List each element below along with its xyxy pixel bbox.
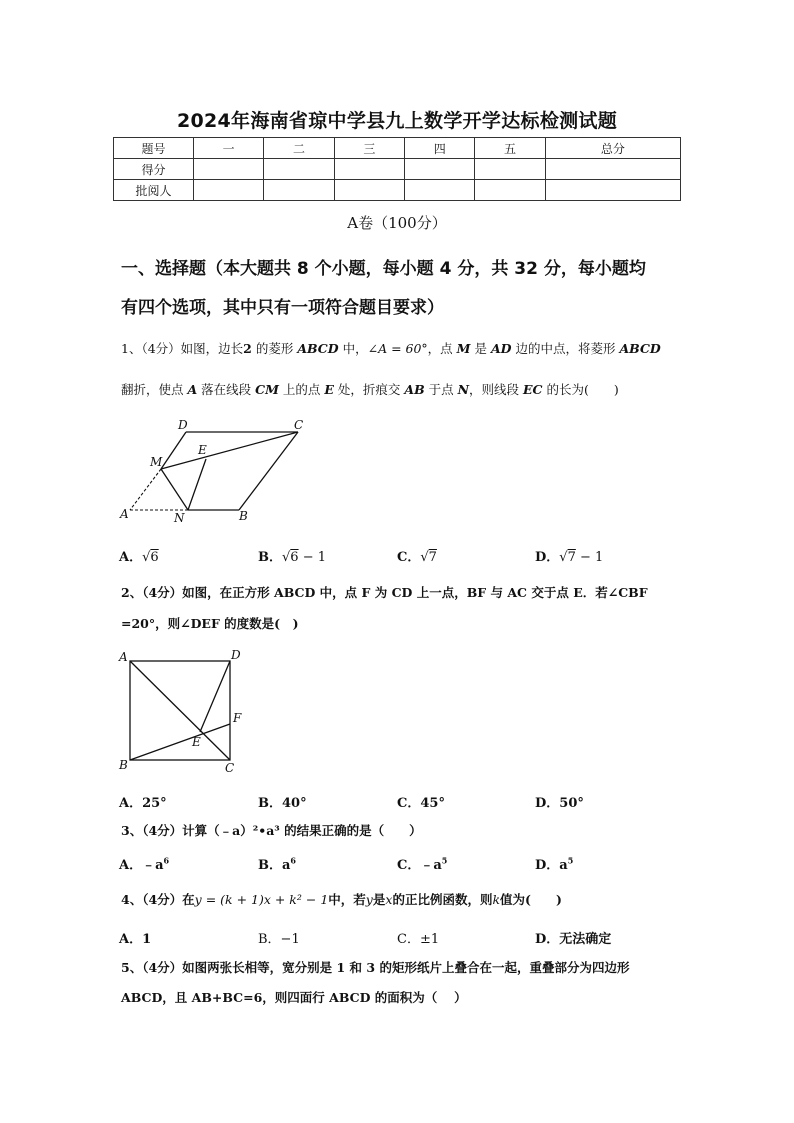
option-b: B．$a^6$ bbox=[258, 855, 296, 873]
segment-mn bbox=[161, 469, 188, 510]
label-d: D bbox=[178, 418, 188, 432]
table-cell bbox=[545, 159, 680, 180]
label-e: E bbox=[198, 443, 207, 457]
question-5-line2: ABCD，且 AB+BC=6，则四面行 ABCD 的面积为（ ） bbox=[121, 990, 467, 1005]
question-2-line1: 2、（4分）如图，在正方形 ABCD 中，点 F 为 CD 上一点，BF 与 AC 交于点 E．若∠CBF bbox=[121, 585, 648, 600]
option-c: C．√7 bbox=[397, 550, 437, 565]
table-cell bbox=[194, 159, 264, 180]
table-cell bbox=[405, 159, 475, 180]
table-cell bbox=[194, 180, 264, 201]
question-4: 4、（4分）在y = (k + 1)x + k² − 1中，若y是x的正比例函数，则k值为( ) bbox=[121, 892, 562, 907]
option-a: A．25° bbox=[119, 796, 167, 811]
section-heading-line2: 有四个选项，其中只有一项符合题目要求） bbox=[121, 298, 444, 318]
table-cell: 四 bbox=[405, 138, 475, 159]
table-cell: 三 bbox=[334, 138, 404, 159]
option-c: C．$﹣a^5$ bbox=[397, 855, 448, 873]
label-a: A bbox=[120, 507, 129, 521]
score-table-header bbox=[114, 138, 681, 159]
diagonal-ac bbox=[130, 661, 230, 760]
table-cell bbox=[475, 180, 545, 201]
rhombus-figure bbox=[110, 410, 320, 530]
label-b: B bbox=[119, 758, 128, 772]
score-table bbox=[113, 137, 681, 201]
table-cell: 总分 bbox=[545, 138, 680, 159]
section-a-heading: A卷（100分） bbox=[347, 214, 447, 232]
label-d: D bbox=[231, 648, 241, 662]
option-a: A．$﹣a^6$ bbox=[119, 855, 170, 873]
table-cell bbox=[264, 159, 334, 180]
label-b: B bbox=[239, 509, 248, 523]
table-cell: 一 bbox=[194, 138, 264, 159]
table-cell bbox=[405, 180, 475, 201]
table-cell bbox=[545, 180, 680, 201]
exam-title: 2024年海南省琼中学县九上数学开学达标检测试题 bbox=[176, 110, 618, 132]
segment-ma bbox=[130, 469, 161, 510]
label-c: C bbox=[225, 761, 235, 775]
table-row bbox=[114, 159, 681, 180]
table-cell bbox=[334, 180, 404, 201]
section-heading-line1: 一、选择题（本大题共 8 个小题，每小题 4 分，共 32 分，每小题均 bbox=[121, 259, 646, 279]
table-row bbox=[114, 180, 681, 201]
table-cell: 批阅人 bbox=[114, 180, 194, 201]
option-d: D．无法确定 bbox=[535, 932, 612, 947]
option-d: D．50° bbox=[535, 796, 584, 811]
question-2-line2: =20°，则∠DEF 的度数是( ) bbox=[121, 616, 299, 631]
label-e: E bbox=[192, 735, 201, 749]
table-cell bbox=[475, 159, 545, 180]
label-c: C bbox=[294, 418, 304, 432]
label-n: N bbox=[174, 511, 185, 525]
option-b: B．40° bbox=[258, 796, 307, 811]
table-cell: 题号 bbox=[114, 138, 194, 159]
question-1-line1: 1、（4分）如图，边长2 的菱形 ABCD 中，∠A = 60°，点 M 是 AD 边的中点，将菱形 ABCD bbox=[121, 341, 661, 356]
option-a: A．1 bbox=[119, 932, 152, 947]
option-c: C．45° bbox=[397, 796, 445, 811]
segment-de bbox=[200, 661, 230, 732]
option-a: A．√6 bbox=[119, 550, 159, 565]
label-a: A bbox=[119, 650, 128, 664]
table-cell: 得分 bbox=[114, 159, 194, 180]
option-d: D．√7 − 1 bbox=[535, 550, 604, 565]
segment-bf bbox=[130, 724, 230, 760]
label-f: F bbox=[233, 711, 242, 725]
table-cell: 二 bbox=[264, 138, 334, 159]
square-figure bbox=[110, 645, 250, 780]
side-cb bbox=[239, 432, 298, 510]
table-cell: 五 bbox=[475, 138, 545, 159]
question-5-line1: 5、（4分）如图两张长相等，宽分别是 1 和 3 的矩形纸片上叠合在一起，重叠部分为四边形 bbox=[121, 960, 630, 975]
table-cell bbox=[334, 159, 404, 180]
option-b: B．√6 − 1 bbox=[258, 550, 327, 565]
table-cell bbox=[264, 180, 334, 201]
segment-ne bbox=[188, 459, 206, 510]
option-c: C．±1 bbox=[397, 932, 440, 947]
option-d: D．$a^5$ bbox=[535, 855, 574, 873]
label-m: M bbox=[150, 455, 163, 469]
question-1-line2: 翻折，使点 A 落在线段 CM 上的点 E 处，折痕交 AB 于点 N，则线段 EC 的长为( ) bbox=[121, 382, 619, 397]
question-3: 3、（4分）计算（﹣a）²•a³ 的结果正确的是（ ） bbox=[121, 823, 422, 838]
option-b: B．−1 bbox=[258, 932, 300, 947]
